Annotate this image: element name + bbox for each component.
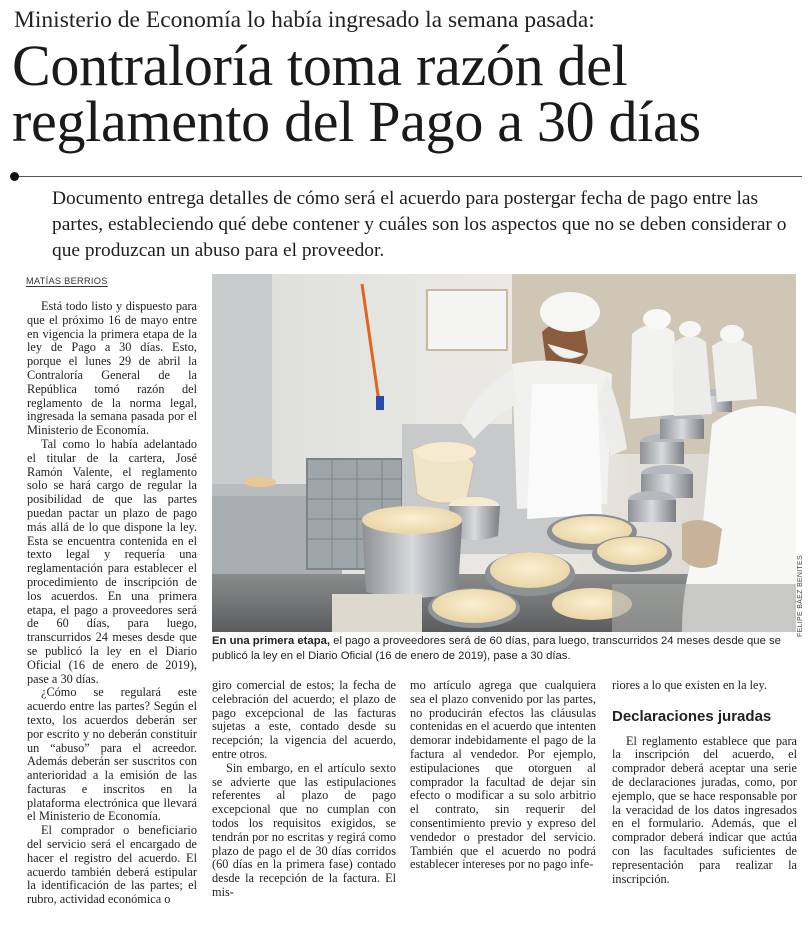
body-column-4	[612, 679, 797, 886]
article-headline: Contraloría toma razón del reglamento del Pago a 30 días	[12, 33, 701, 154]
section-subhead: Declaraciones juradas	[612, 707, 772, 725]
body-paragraph: giro comercial de estos; la fecha de celebración del acuerdo; el plazo de pago excepcional de las facturas sujetas a este, contado desde su recepción; la vigencia del acuerdo, entre otros.	[212, 678, 396, 761]
body-paragraph: riores a lo que existen en la ley.	[612, 678, 767, 692]
byline: MATÍAS BERRIOS	[26, 276, 108, 286]
photo-credit: FELIPE BÁEZ BENITES	[797, 555, 804, 637]
photo-caption	[212, 634, 800, 664]
body-column-3	[410, 679, 596, 872]
body-paragraph: Sin embargo, en el artículo sexto se advierte que las estipulaciones referentes al plazo de pago excepcional que no cumplan con todos los requisitos exigidos, se tendrán por no escritas y regirá como plazo de pago el de 30 días corridos (60 días en la primera fase) contado desde la recepción de la factura. El mis-	[212, 760, 396, 899]
body-paragraph: Está todo listo y dispuesto para que el próximo 16 de mayo entre en vigencia la primera etapa de la ley de Pago a 30 días. Esto, porque el lunes 29 de abril la Contraloría General de la República tomó razón del reglamento de la norma legal, ingresada la semana pasada por el Ministerio de Economía.	[27, 299, 197, 438]
article-kicker: Ministerio de Economía lo había ingresado la semana pasada:	[14, 7, 595, 33]
article-photo	[212, 274, 796, 632]
body-column-2	[212, 679, 396, 900]
deck-divider	[14, 176, 802, 177]
article-deck: Documento entrega detalles de cómo será el acuerdo para postergar fecha de pago entre las partes, estableciendo qué debe contener y cuáles son los aspectos que no se deben considerar o que produzcan un abuso para el proveedor.	[52, 188, 787, 261]
body-paragraph: Tal como lo había adelantado el titular de la cartera, José Ramón Valente, el reglamento solo se hará cargo de regular la posibilidad de que las partes puedan pactar un plazo de pago más allá de lo que dispone la ley. Esta se encuentra contenida en el texto legal y requería una reglamentación para establecer el procedimiento de inscripción de los acuerdos. En una primera etapa, el pago a proveedores será de 60 días, para luego, transcurridos 24 meses desde que se publicó la ley en el Diario Oficial (16 de enero de 2019), pase a 30 días.	[27, 436, 197, 686]
body-paragraph: mo artículo agrega que cualquiera sea el plazo convenido por las partes, no producirán efectos las cláusulas contenidas en el acuerdo que intenten demorar indebidamente el pago de la factura al vendedor. Por ejemplo, estipulaciones que otorguen al comprador la facultad de dejar sin efecto o modificar a su solo arbitrio el contrato, sin requerir del consentimiento previo y expreso del vendedor o prestador del servicio. También que el acuerdo no podrá establecer intereses por no pago infe-	[410, 678, 596, 872]
photo-caption-text: el pago a proveedores será de 60 días, para luego, transcurridos 24 meses desde que se publicó la ley en el Diario Oficial (16 de enero de 2019), pase a 30 días.	[212, 635, 781, 662]
body-column-1	[27, 300, 197, 907]
body-paragraph: El reglamento establece que para la inscripción del acuerdo, el comprador deberá aceptar una serie de declaraciones juradas, como, por ejemplo, que se hace responsable por la veracidad de los datos ingresados en el formulario. Además, que el comprador deberá indicar que actúa con las facultades suficientes de representación para realizar la inscripción.	[612, 733, 797, 886]
body-paragraph: El comprador o beneficiario del servicio será el encargado de hacer el registro del acuerdo. El acuerdo también deberá estipular la identificación de las partes; el rubro, actividad económica o	[27, 823, 197, 907]
bullet-dot-icon	[10, 172, 19, 181]
photo-caption-lead: En una primera etapa,	[212, 635, 331, 647]
body-paragraph: ¿Cómo se regulará este acuerdo entre las partes? Según el texto, los acuerdos deberán ser por escrito y no deberán constituir un “abuso” para el acreedor. Además deberán ser suscritos con anterioridad a la emisión de las facturas e inscritos en la plataforma electrónica que llevará el Ministerio de Economía.	[27, 685, 197, 824]
bakery-kitchen-photo	[212, 274, 796, 632]
